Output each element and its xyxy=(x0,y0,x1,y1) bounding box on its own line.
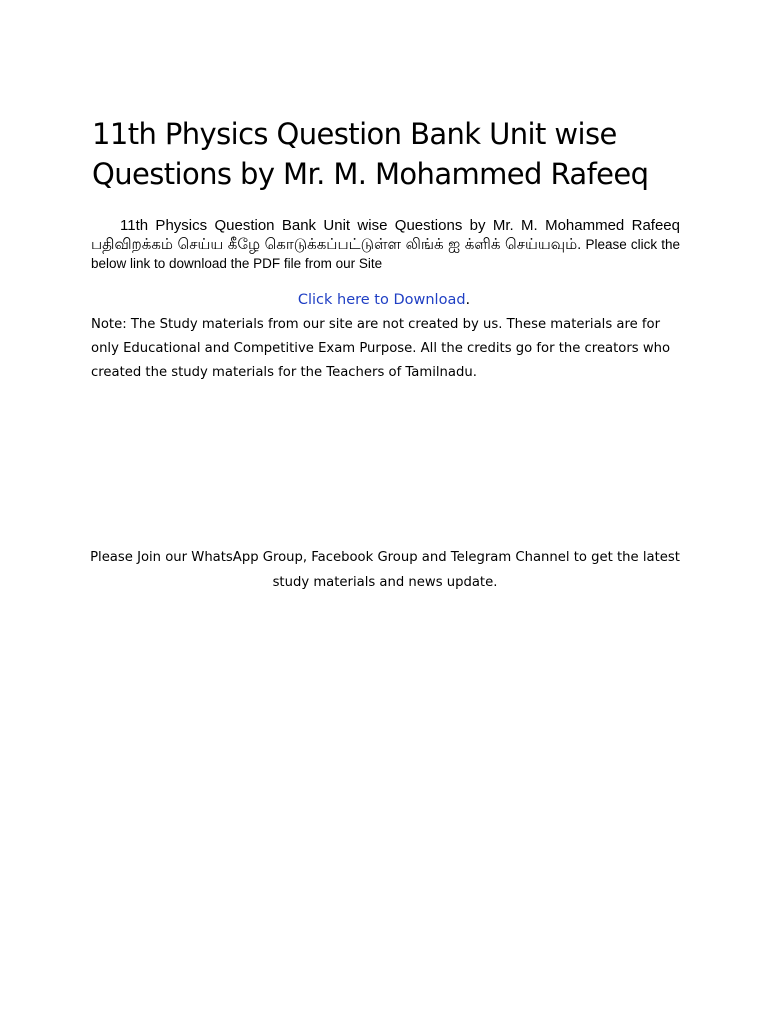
intro-tail-text: Please click the below link to download the PDF file from our Site xyxy=(91,237,680,271)
join-groups-text: Please Join our WhatsApp Group, Facebook Group and Telegram Channel to get the latest study materials and news update. xyxy=(90,550,680,590)
download-line xyxy=(0,290,768,310)
intro-paragraph xyxy=(91,216,680,273)
download-suffix: . xyxy=(465,292,471,308)
page-title: 11th Physics Question Bank Unit wise Questions by Mr. M. Mohammed Rafeeq xyxy=(92,117,649,191)
download-link[interactable]: Click here to Download xyxy=(297,292,466,308)
disclaimer-note: Note: The Study materials from our site are not created by us. These materials are for only Educational and Competitive Exam Purpose. All the credits go for the creators who created the study materials for the Teachers of Tamilnadu. xyxy=(91,317,671,380)
intro-lead-text: 11th Physics Question Bank Unit wise Questions by Mr. M. Mohammed Rafeeq பதிவிறக்கம் செய்ய கீழே கொடுக்கப்பட்டுள்ள லிங்க் ஐ க்ளிக் செய்யவும். xyxy=(91,217,680,253)
